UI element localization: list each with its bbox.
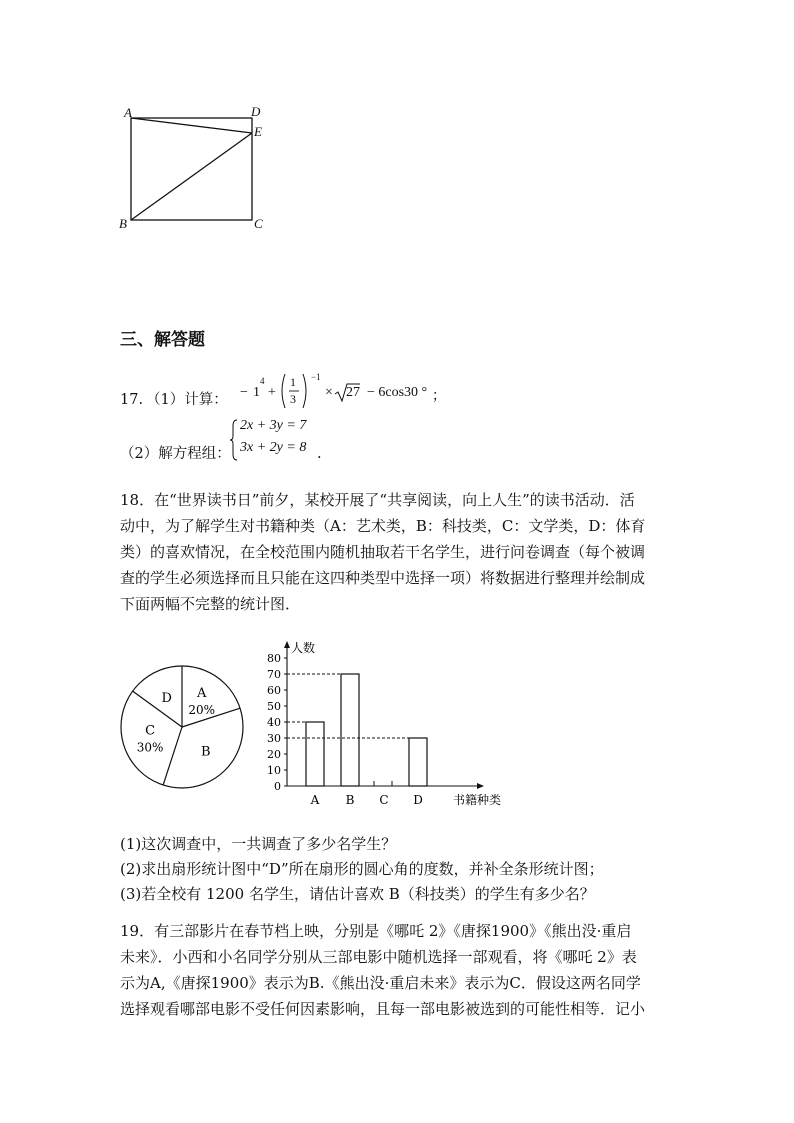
point-label-b: B — [119, 216, 127, 231]
point-label-e: E — [254, 124, 262, 139]
q18-question-1: (1)这次调查中，一共调查了多少名学生？ — [120, 835, 397, 853]
pie-chart — [118, 662, 248, 792]
q19-line-2: 未来》．小西和小名同学分别从三部电影中随机选择一部观看，将《哪吒 2》表 — [120, 948, 637, 966]
pie-slice-label-a: A — [197, 685, 207, 701]
expr-end: ； — [432, 389, 446, 404]
bar-chart — [258, 628, 518, 813]
point-label-a: A — [124, 105, 132, 120]
y-tick-label: 60 — [267, 684, 281, 697]
bar-a — [306, 722, 324, 786]
q17-eq1: 2x + 3y = 7 — [240, 418, 307, 433]
y-tick-label: 70 — [267, 668, 281, 681]
pie-slice-percent-c: 30% — [136, 740, 164, 755]
q17-number: 17. — [120, 392, 144, 408]
q17-part2-prefix: （2）解方程组： — [120, 446, 231, 462]
pie-slice-label-c: C — [145, 723, 156, 739]
q18-question-2: (2)求出扇形统计图中“D”所在扇形的圆心角的度数，并补全条形统计图； — [120, 860, 604, 878]
q18-line-5: 下面两幅不完整的统计图． — [120, 595, 301, 613]
x-axis-title: 书籍种类 — [453, 793, 502, 807]
point-label-c: C — [254, 216, 263, 231]
q18-question-3: (3)若全校有 1200 名学生，请估计喜欢 B（科技类）的学生有多少名？ — [120, 885, 595, 903]
q17-part2-end: . — [317, 446, 322, 462]
x-tick-label-b: B — [345, 793, 355, 807]
expr-one: 1 — [253, 385, 260, 400]
bar-b — [341, 674, 359, 786]
pie-slice-percent-a: 20% — [188, 702, 216, 717]
x-tick-label-d: D — [413, 793, 423, 807]
expr-frac-den: 3 — [290, 392, 296, 406]
segment-AE — [131, 118, 252, 133]
y-tick-label: 40 — [267, 716, 281, 729]
q18-line-1: 18．在“世界读书日”前夕，某校开展了“共享阅读，向上人生”的读书活动．活 — [120, 491, 635, 509]
section-heading: 三、解答题 — [120, 330, 205, 350]
expr-times: × — [325, 385, 333, 400]
expr-plus: + — [268, 385, 276, 400]
x-axis-arrow-icon — [477, 783, 484, 789]
y-tick-label: 10 — [267, 764, 281, 777]
q19-line-1: 19．有三部影片在春节档上映，分别是《哪吒 2》《唐探1900》《熊出没·重启 — [120, 922, 632, 940]
y-tick-label: 30 — [267, 732, 281, 745]
y-tick-label: 50 — [267, 700, 281, 713]
q17-part1-prefix: （1）计算： — [146, 392, 228, 408]
q18-line-2: 动中，为了解学生对书籍种类（A：艺术类，B：科技类，C：文学类，D：体育 — [120, 517, 646, 535]
expr-exp4: 4 — [260, 376, 265, 386]
x-tick-label-c: C — [379, 793, 389, 807]
q18-line-4: 查的学生必须选择而且只能在这四种类型中选择一项）将数据进行整理并绘制成 — [120, 569, 646, 587]
q19-line-4: 选择观看哪部电影不受任何因素影响，且每一部电影被选到的可能性相等．记小 — [120, 1000, 646, 1018]
q17-part1-expression — [236, 372, 446, 412]
expr-exp-neg1: −1 — [311, 372, 321, 382]
brace-icon — [229, 418, 239, 462]
segment-BE — [131, 133, 252, 220]
bar-d — [409, 738, 427, 786]
y-tick-label: 20 — [267, 748, 281, 761]
y-tick-label: 0 — [274, 780, 281, 793]
x-tick-label-a: A — [310, 793, 320, 807]
expr-radicand: 27 — [346, 385, 360, 400]
y-tick-label: 80 — [267, 652, 281, 665]
pie-slice-label-b: B — [200, 744, 211, 760]
y-axis-arrow-icon — [284, 641, 290, 648]
q17-eq2: 3x + 2y = 8 — [240, 440, 307, 455]
expr-tail: − 6cos30 ° — [367, 385, 428, 400]
expr-frac-num: 1 — [290, 375, 296, 389]
point-label-d: D — [251, 104, 261, 119]
y-axis-title: 人数 — [291, 641, 316, 655]
q18-line-3: 类）的喜欢情况，在全校范围内随机抽取若干名学生，进行问卷调查（每个被调 — [120, 543, 646, 561]
expr-minus: − — [240, 385, 248, 400]
pie-slice-label-d: D — [161, 691, 172, 707]
q19-line-3: 示为A,《唐探1900》表示为B.《熊出没·重启未来》表示为C．假设这两名同学 — [120, 974, 641, 992]
